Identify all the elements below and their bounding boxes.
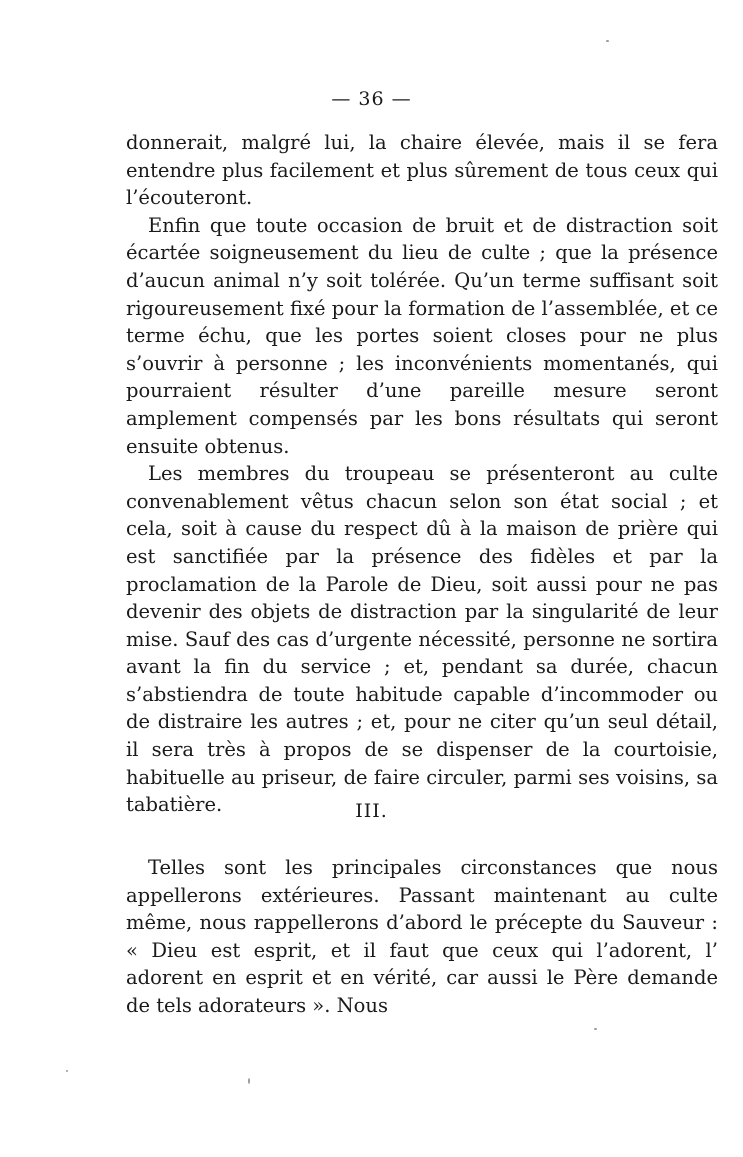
- paper-speck: [594, 1028, 597, 1030]
- text-block-bottom: [126, 854, 718, 1020]
- page-number: — 36 —: [331, 88, 412, 110]
- paper-speck: [248, 1078, 250, 1084]
- paragraph-continuation: donnerait, malgré lui, la chaire élevée, mais il se fera entendre plus facilement et plus sûrement de tous ceux qui l’écouteront.: [126, 131, 718, 210]
- paragraph-distraction: Enfin que toute occasion de bruit et de distraction soit écartée soigneusement du lieu de culte ; que la présence d’aucun animal n’y soit tolérée. Qu’un terme suffisant soit rigoureusement fixé pour la formation de l’assemblée, et ce terme échu, que les portes soient closes pour ne plus s’ouvrir à personne ; les inconvénients momentanés, qui pourraient résulter d’une pareille mesure seront amplement compensés par les bons résultats qui seront ensuite obtenus.: [126, 213, 718, 458]
- paper-speck: [606, 40, 609, 42]
- paragraph-circumstances: Telles sont les principales circonstances que nous appellerons extérieures. Passant maintenant au culte même, nous rappellerons d’abord le précepte du Sauveur : « Dieu est esprit, et il faut que ceux qui l’adorent, l’ adorent en esprit et en vérité, car aussi le Père demande de tels adorateurs ». Nous: [126, 856, 718, 1017]
- text-block-top: [126, 129, 718, 819]
- paragraph-members: Les membres du troupeau se présenteront au culte convenablement vêtus chacun selon son état social ; et cela, soit à cause du respect dû à la maison de prière qui est sanctifiée par la présence des fidèles et par la proclamation de la Parole de Dieu, soit aussi pour ne pas devenir des objets de distraction par la singularité de leur mise. Sauf des cas d’urgente nécessité, personne ne sortira avant la fin du service ; et, pendant sa durée, chacun s’abstiendra de toute habitude capable d’incommoder ou de distraire les autres ; et, pour ne citer qu’un seul détail, il sera très à propos de se dispenser de la courtoisie, habituelle au priseur, de faire circuler, parmi ses voisins, sa tabatière.: [126, 462, 718, 817]
- paper-speck: [66, 1070, 68, 1072]
- section-heading: III.: [355, 800, 388, 822]
